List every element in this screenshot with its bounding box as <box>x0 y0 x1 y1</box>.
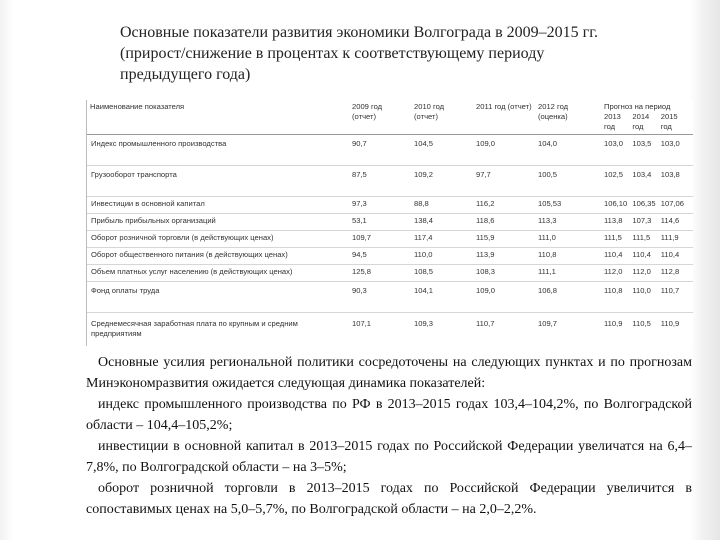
cell-name: Среднемесячная заработная плата по крупным и средним предприятиям <box>91 319 298 338</box>
cell-name: Оборот общественного питания (в действующих ценах) <box>87 248 349 265</box>
indicators-table-container <box>86 100 693 346</box>
cell-v2012: 110,8 <box>535 248 601 265</box>
cell-v2012: 113,3 <box>535 214 601 231</box>
table-row <box>87 282 693 313</box>
cell-v2009: 53,1 <box>349 214 411 231</box>
cell-f2015: 103,8 <box>660 170 680 179</box>
table-row <box>87 248 693 265</box>
paragraph-retail: оборот розничной торговли в 2013–2015 годах по Российской Федерации увеличится в сопоставимых ценах на 5,0–5,7%, по Волгоградской области – на 2,0–2,2%. <box>86 481 692 517</box>
cell-v2010: 108,5 <box>411 265 473 282</box>
title-line-3: предыдущего года) <box>120 66 251 83</box>
cell-f2015: 110,4 <box>660 250 680 259</box>
header-2010: 2010 год (отчет) <box>411 100 473 135</box>
cell-v2011: 115,9 <box>473 231 535 248</box>
left-page-border <box>0 0 14 540</box>
right-page-border <box>690 0 720 540</box>
forecast-label: Прогноз на период <box>604 102 671 111</box>
cell-f2013: 110,9 <box>604 319 623 328</box>
cell-f2015: 110,9 <box>660 319 680 328</box>
cell-f2014: 103,5 <box>632 139 652 148</box>
cell-v2010: 88,8 <box>411 197 473 214</box>
header-f2013: 2013 год <box>604 112 621 131</box>
cell-f2014: 110,5 <box>632 319 651 328</box>
cell-v2011: 118,6 <box>473 214 535 231</box>
cell-f2013: 110,4 <box>604 250 623 259</box>
cell-forecast <box>601 135 693 166</box>
cell-f2015: 107,06 <box>660 199 684 208</box>
header-f2014: 2014 год <box>632 112 650 131</box>
cell-v2010: 138,4 <box>411 214 473 231</box>
paragraph-industrial-index: индекс промышленного производства по РФ в 2013–2015 годах 103,4–104,2%, по Волгоградской области – 104,4–105,2%; <box>86 397 692 433</box>
header-forecast <box>601 100 693 135</box>
cell-v2012: 104,0 <box>535 135 601 166</box>
cell-f2014: 112,0 <box>632 267 651 276</box>
cell-f2013: 111,5 <box>604 233 622 242</box>
title-line-2: (прирост/снижение в процентах к соответствующему периоду <box>120 45 545 62</box>
cell-v2010: 117,4 <box>411 231 473 248</box>
cell-f2013: 113,8 <box>604 216 623 225</box>
cell-v2011: 109,0 <box>473 282 535 313</box>
cell-forecast <box>601 231 693 248</box>
forecast-subheaders <box>604 112 690 132</box>
cell-forecast <box>601 197 693 214</box>
cell-v2011: 113,9 <box>473 248 535 265</box>
cell-f2015: 110,7 <box>660 286 680 295</box>
table-row <box>87 166 693 197</box>
cell-f2014: 107,3 <box>632 216 652 225</box>
cell-name: Прибыль прибыльных организаций <box>87 214 349 231</box>
cell-forecast <box>601 166 693 197</box>
cell-f2014: 110,4 <box>632 250 651 259</box>
cell-name: Грузооборот транспорта <box>87 166 349 197</box>
table-row <box>87 313 693 350</box>
cell-v2009: 87,5 <box>349 166 411 197</box>
cell-f2014: 103,4 <box>632 170 652 179</box>
cell-v2012: 111,0 <box>535 231 601 248</box>
body-text <box>86 352 692 520</box>
cell-forecast <box>601 214 693 231</box>
cell-v2009: 109,7 <box>349 231 411 248</box>
paragraph-investment: инвестиции в основной капитал в 2013–2015 годах по Российской Федерации увеличатся на 6,4–7,8%, по Волгоградской области – на 3–5%; <box>86 439 692 475</box>
cell-v2011: 109,0 <box>473 135 535 166</box>
table-row <box>87 265 693 282</box>
cell-f2013: 106,10 <box>604 199 628 208</box>
cell-v2010: 110,0 <box>411 248 473 265</box>
indicators-table <box>87 100 693 349</box>
cell-v2009: 90,7 <box>349 135 411 166</box>
cell-v2010: 104,5 <box>411 135 473 166</box>
cell-v2012: 105,53 <box>535 197 601 214</box>
cell-v2012: 106,8 <box>535 282 601 313</box>
cell-v2010: 109,2 <box>411 166 473 197</box>
table-row <box>87 197 693 214</box>
cell-name: Оборот розничной торговли (в действующих ценах) <box>87 231 349 248</box>
header-2012: 2012 год (оценка) <box>535 100 601 135</box>
cell-f2015: 103,0 <box>660 139 680 148</box>
cell-name: Объем платных услуг населению (в действующих ценах) <box>87 265 349 282</box>
cell-v2011: 108,3 <box>473 265 535 282</box>
header-2011: 2011 год (отчет) <box>473 100 535 135</box>
cell-name: Индекс промышленного производства <box>87 135 349 166</box>
header-f2015: 2015 год <box>660 112 678 131</box>
cell-v2009: 90,3 <box>349 282 411 313</box>
cell-f2013: 112,0 <box>604 267 623 276</box>
table-row <box>87 214 693 231</box>
cell-name: Фонд оплаты труда <box>87 282 349 313</box>
cell-f2014: 111,5 <box>632 233 651 242</box>
paragraph-intro: Основные усилия региональной политики сосредоточены на следующих пунктах и по прогнозам Минэкономразвития ожидается следующая динамика показателей: <box>86 355 692 391</box>
cell-v2011: 116,2 <box>473 197 535 214</box>
cell-f2014: 110,0 <box>632 286 651 295</box>
cell-forecast <box>601 282 693 313</box>
cell-name: Инвестиции в основной капитал <box>87 197 349 214</box>
cell-v2009: 97,3 <box>349 197 411 214</box>
cell-f2015: 112,8 <box>660 267 680 276</box>
table-row <box>87 135 693 166</box>
cell-v2009: 125,8 <box>349 265 411 282</box>
cell-f2015: 111,9 <box>660 233 679 242</box>
cell-v2009: 107,1 <box>352 319 372 328</box>
cell-forecast <box>601 313 693 350</box>
cell-v2010: 104,1 <box>411 282 473 313</box>
table-row <box>87 231 693 248</box>
title-line-1: Основные показатели развития экономики Волгограда в 2009–2015 гг. <box>120 24 598 41</box>
header-2009: 2009 год (отчет) <box>349 100 411 135</box>
cell-f2014: 106,35 <box>632 199 656 208</box>
cell-v2012: 111,1 <box>535 265 601 282</box>
header-name: Наименование показателя <box>87 100 349 135</box>
cell-v2011: 110,7 <box>476 319 495 328</box>
cell-f2013: 102,5 <box>604 170 624 179</box>
cell-forecast <box>601 265 693 282</box>
cell-forecast <box>601 248 693 265</box>
cell-f2013: 110,8 <box>604 286 623 295</box>
cell-v2009: 94,5 <box>349 248 411 265</box>
cell-f2015: 114,6 <box>660 216 680 225</box>
page-title <box>120 22 680 85</box>
cell-v2011: 97,7 <box>473 166 535 197</box>
cell-f2013: 103,0 <box>604 139 624 148</box>
cell-v2012: 100,5 <box>535 166 601 197</box>
cell-v2010: 109,3 <box>414 319 434 328</box>
table-header-row <box>87 100 693 135</box>
cell-v2012: 109,7 <box>538 319 558 328</box>
